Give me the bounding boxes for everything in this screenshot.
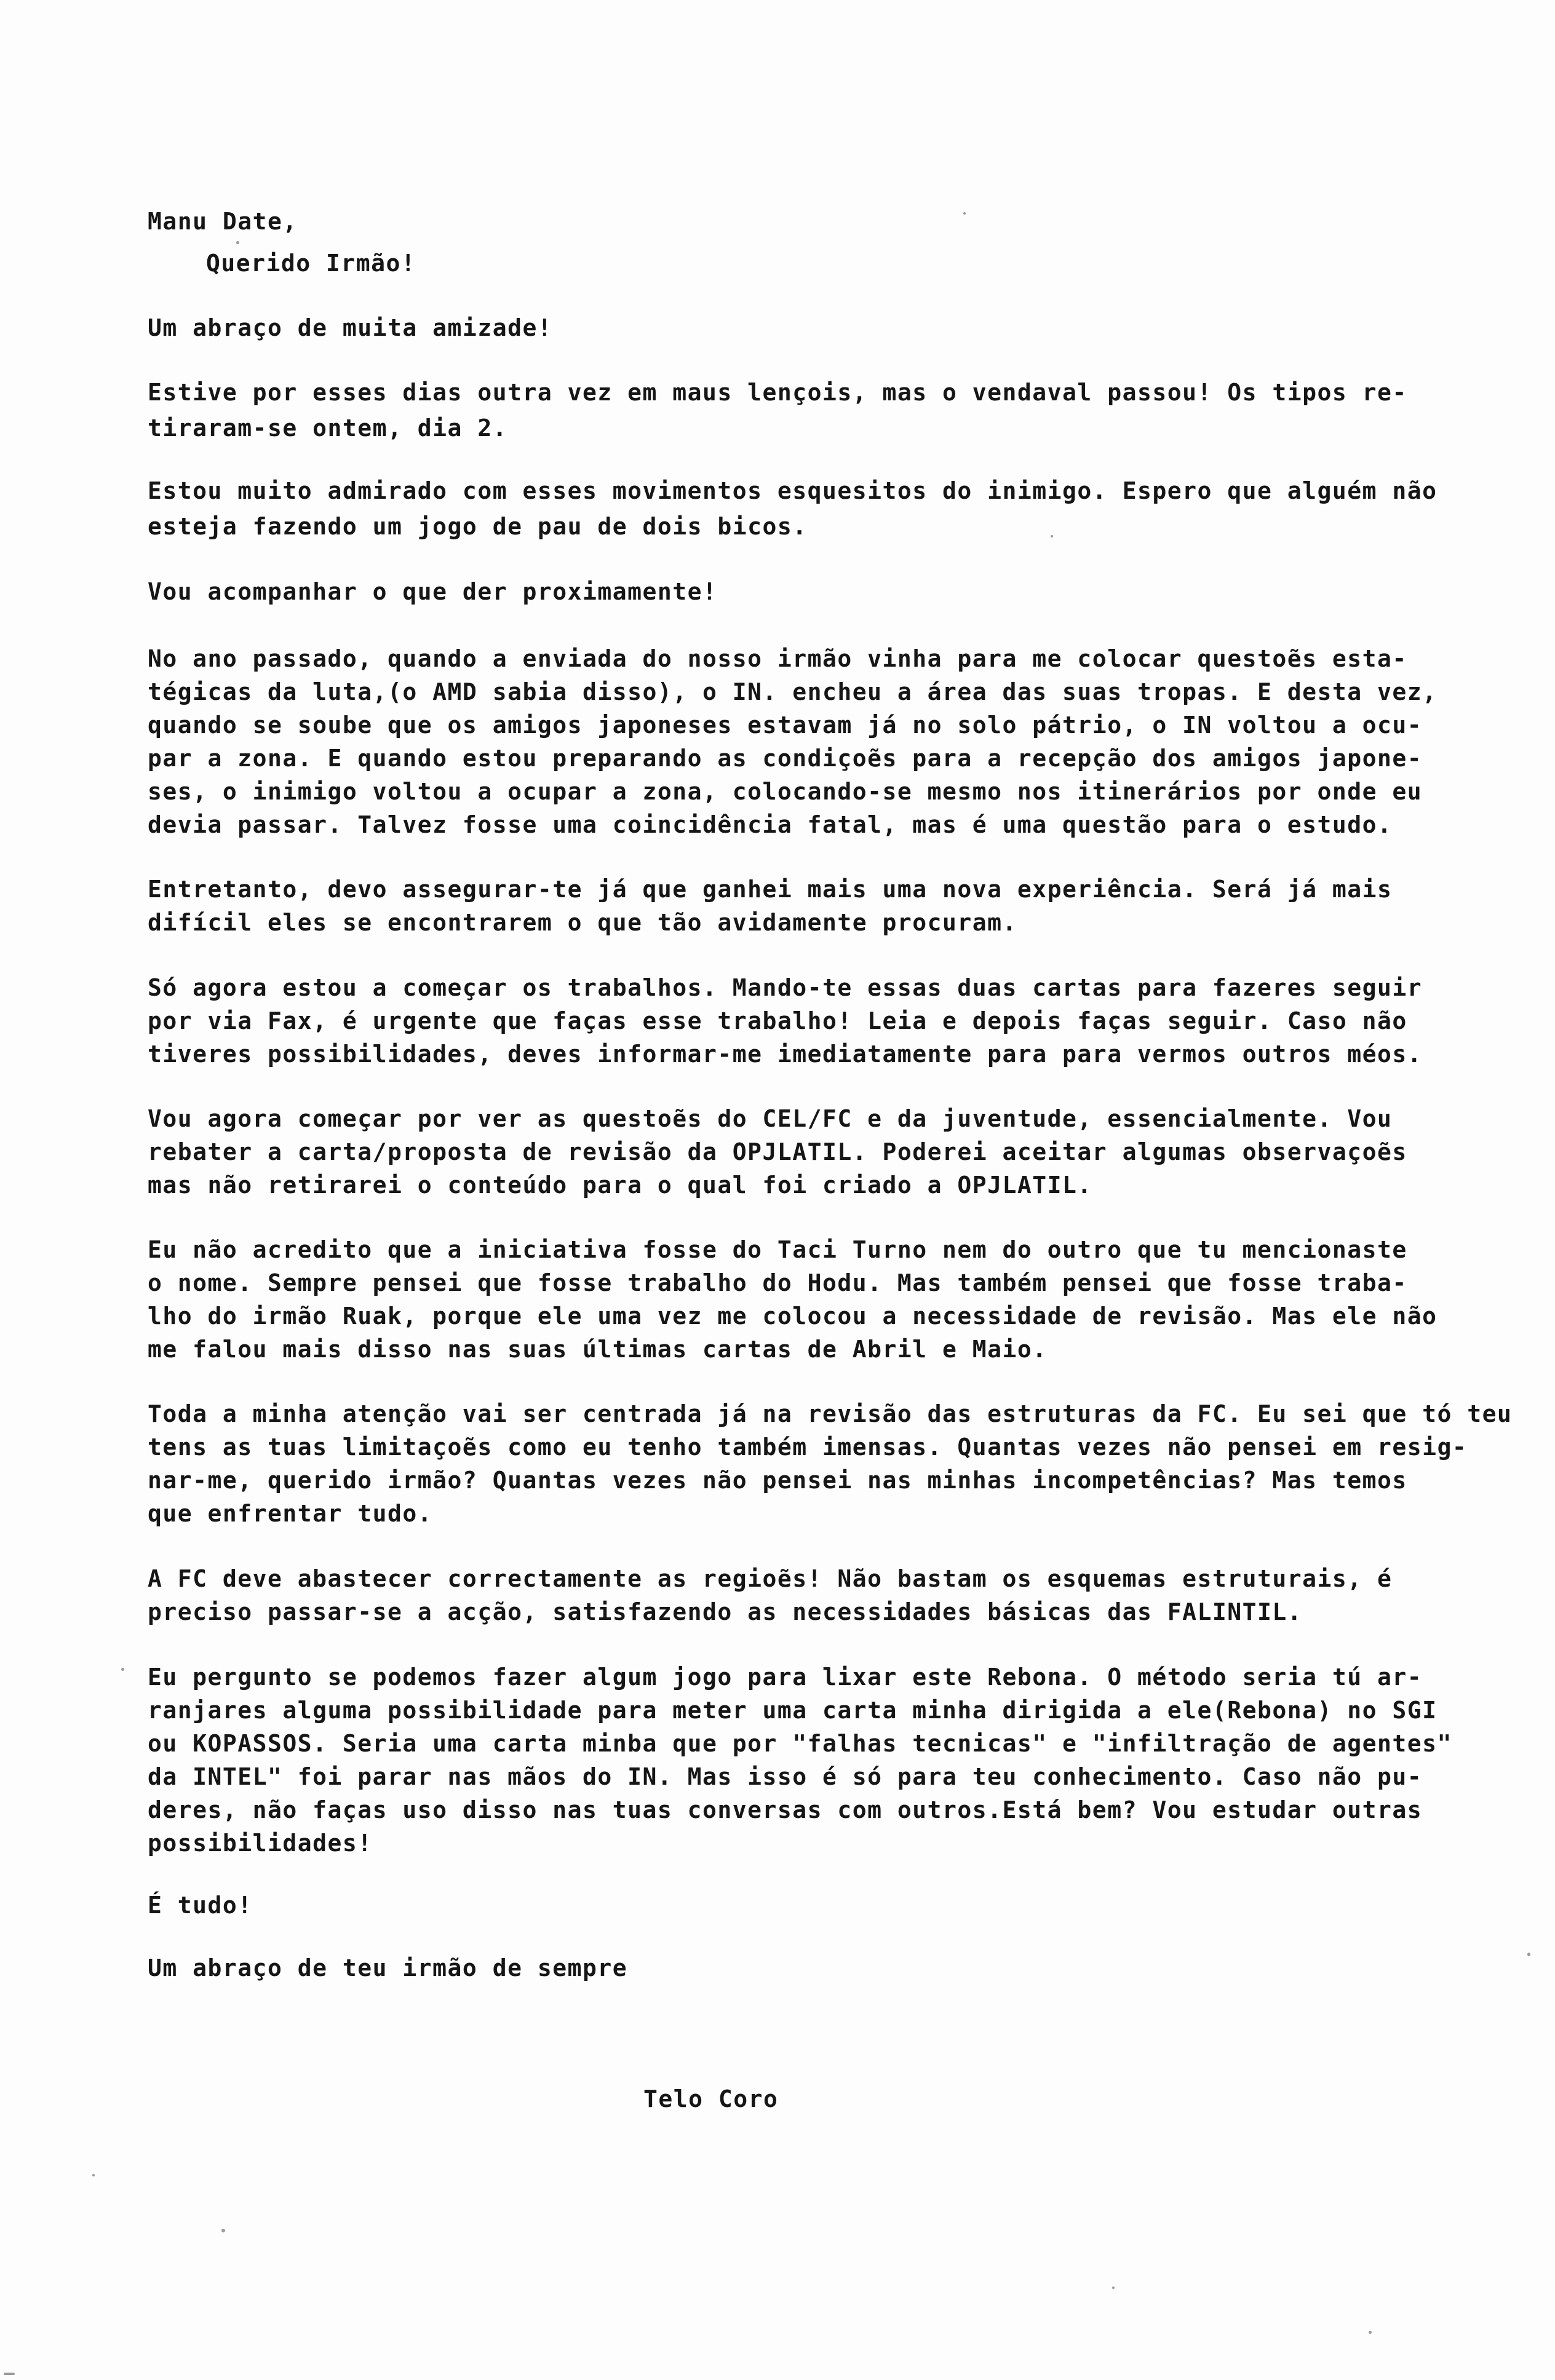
scan-speck [92,2174,95,2176]
scan-speck [1527,1953,1530,1956]
scan-speck [4,2373,15,2375]
text-line: Toda a minha atenção vai ser centrada já na revisão das estruturas da FC. Eu sei que tó teu [148,1400,1513,1427]
scan-speck [1051,535,1053,537]
text-line: da INTEL" foi parar nas mãos do IN. Mas isso é só para teu conhecimento. Caso não pu- [148,1763,1423,1790]
greeting: Um abraço de muita amizade! [148,314,553,341]
scan-speck [221,2229,225,2232]
text-line: deres, não faças uso disso nas tuas conversas com outros.Está bem? Vou estudar outras [148,1796,1423,1823]
text-line: possibilidades! [148,1830,373,1857]
scan-speck [1369,2331,1372,2334]
text-line: tiveres possibilidades, deves informar-me imediatamente para para vermos outros méos. [148,1041,1423,1068]
closing-short: É tudo! [148,1892,253,1919]
text-line: Vou agora começar por ver as questoẽs do CEL/FC e da juventude, essencialmente. Vou [148,1105,1393,1132]
text-line: difícil eles se encontrarem o que tão avidamente procuram. [148,909,1017,936]
text-line: lho do irmão Ruak, porque ele uma vez me colocou a necessidade de revisão. Mas ele não [148,1303,1438,1330]
salutation: Querido Irmão! [206,250,416,277]
text-line: tégicas da luta,(o AMD sabia disso), o IN. encheu a área das suas tropas. E desta vez, [148,678,1438,705]
place-date: Manu Date, [148,208,298,235]
text-line: por via Fax, é urgente que faças esse trabalho! Leia e depois faças seguir. Caso não [148,1007,1407,1034]
text-line: A FC deve abastecer correctamente as regioẽs! Não bastam os esquemas estruturais, é [148,1565,1393,1592]
text-line: quando se soube que os amigos japoneses estavam já no solo pátrio, o IN voltou a ocu- [148,712,1423,739]
scan-speck [1112,2287,1115,2289]
text-line: Entretanto, devo assegurar-te já que ganhei mais uma nova experiência. Será já mais [148,876,1393,903]
text-line: mas não retirarei o conteúdo para o qual foi criado a OPJLATIL. [148,1172,1092,1199]
scan-speck [963,212,966,215]
text-line: esteja fazendo um jogo de pau de dois bicos. [148,513,808,540]
text-line: que enfrentar tudo. [148,1500,433,1527]
text-line: Só agora estou a começar os trabalhos. Mando-te essas duas cartas para fazeres seguir [148,974,1423,1001]
scan-speck [121,1668,124,1671]
text-line: Estou muito admirado com esses movimentos esquesitos do inimigo. Espero que alguém não [148,477,1438,504]
text-line: me falou mais disso nas suas últimas cartas de Abril e Maio. [148,1336,1048,1363]
text-line: ranjares alguma possibilidade para meter uma carta minha dirigida a ele(Rebona) no SGI [148,1697,1438,1724]
text-line: tens as tuas limitaçoẽs como eu tenho também imensas. Quantas vezes não pensei em resig- [148,1434,1468,1461]
scan-speck [236,241,239,244]
text-line: rebater a carta/proposta de revisão da OPJLATIL. Poderei aceitar algumas observaçoẽs [148,1138,1407,1165]
text-line: Eu não acredito que a iniciativa fosse do Taci Turno nem do outro que tu mencionaste [148,1236,1407,1263]
text-line: par a zona. E quando estou preparando as condiçoẽs para a recepção dos amigos japone- [148,745,1423,772]
text-line: ou KOPASSOS. Seria uma carta minba que por "falhas tecnicas" e "infiltração de agentes" [148,1730,1452,1757]
text-line: tiraram-se ontem, dia 2. [148,415,508,442]
text-line: o nome. Sempre pensei que fosse trabalho do Hodu. Mas também pensei que fosse traba- [148,1269,1407,1296]
text-line: Estive por esses dias outra vez em maus lençois, mas o vendaval passou! Os tipos re- [148,379,1407,406]
signature: Telo Coro [643,2085,779,2112]
closing: Um abraço de teu irmão de sempre [148,1954,628,1981]
text-line: Eu pergunto se podemos fazer algum jogo para lixar este Rebona. O método seria tú ar- [148,1664,1423,1691]
text-line: devia passar. Talvez fosse uma coincidência fatal, mas é uma questão para o estudo. [148,811,1393,838]
text-line: Vou acompanhar o que der proximamente! [148,578,718,605]
text-line: No ano passado, quando a enviada do nosso irmão vinha para me colocar questoẽs esta- [148,645,1407,672]
text-line: nar-me, querido irmão? Quantas vezes não pensei nas minhas incompetências? Mas temos [148,1467,1407,1494]
text-line: ses, o inimigo voltou a ocupar a zona, colocando-se mesmo nos itinerários por onde eu [148,778,1423,805]
text-line: preciso passar-se a acção, satisfazendo as necessidades básicas das FALINTIL. [148,1598,1303,1625]
